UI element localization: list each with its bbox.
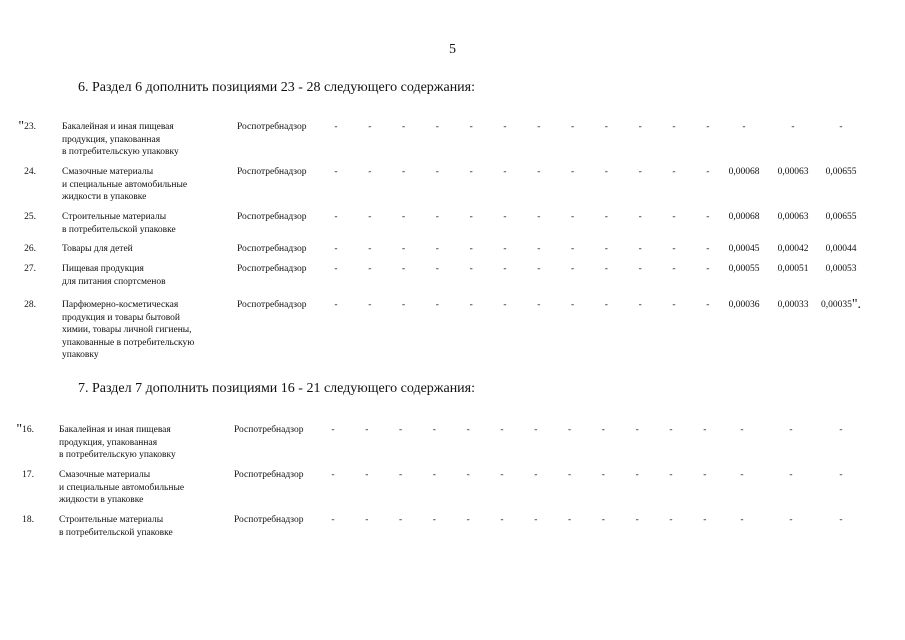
agency-name: Роспотребнадзор — [237, 122, 307, 132]
empty-cell-dash: - — [706, 264, 710, 274]
value-cell — [766, 469, 816, 482]
agency-name: Роспотребнадзор — [237, 300, 307, 310]
empty-cell-dash: - — [432, 515, 436, 525]
empty-cell-dash: - — [604, 264, 608, 274]
product-name-line: Строительные материалы — [59, 515, 164, 525]
value-text: 0,00068 — [728, 167, 760, 177]
product-name-line: в потребительской упаковке — [59, 527, 173, 538]
product-name-line: продукция и товары бытовой — [62, 312, 180, 323]
agency-name: Роспотребнадзор — [234, 425, 304, 435]
empty-cell-dash: - — [334, 212, 338, 222]
row-number — [12, 469, 34, 482]
empty-cell-dash: - — [402, 212, 406, 222]
row-number-text: 24. — [24, 167, 36, 177]
product-name-line: Товары для детей — [62, 244, 133, 254]
product-name-line: в потребительскую упаковку — [59, 450, 176, 461]
empty-cell-dash: - — [435, 122, 439, 132]
empty-cell-dash: - — [537, 264, 541, 274]
value-cell — [768, 166, 818, 179]
product-name-line: для питания спортсменов — [62, 276, 166, 287]
empty-cell-dash: - — [571, 264, 575, 274]
row-number — [14, 243, 36, 256]
value-text: - — [740, 470, 744, 480]
row-number — [14, 263, 36, 276]
empty-cell-dash: - — [503, 167, 507, 177]
value-text: 0,00033 — [777, 300, 809, 310]
agency-name: Роспотребнадзор — [237, 167, 307, 177]
agency-name: Роспотребнадзор — [237, 244, 307, 254]
empty-cell-dash: - — [503, 300, 507, 310]
value-cell — [719, 121, 769, 134]
empty-cell-dash: - — [402, 300, 406, 310]
empty-cell-dash: - — [706, 300, 710, 310]
value-cell — [719, 299, 769, 312]
empty-cell-dash: - — [435, 300, 439, 310]
empty-cell-dash: - — [534, 425, 538, 435]
value-text: - — [740, 515, 744, 525]
row-number-text: 17. — [22, 470, 34, 480]
row-number — [14, 166, 36, 179]
empty-cell-dash: - — [435, 167, 439, 177]
empty-cell-dash: - — [334, 167, 338, 177]
empty-cell-dash: - — [365, 515, 369, 525]
value-text: 0,00053 — [825, 264, 857, 274]
empty-cell-dash: - — [334, 122, 338, 132]
agency-name: Роспотребнадзор — [234, 470, 304, 480]
empty-cell-dash: - — [399, 515, 403, 525]
opening-quote: " — [18, 119, 25, 134]
empty-cell-dash: - — [604, 244, 608, 254]
row-number — [14, 121, 36, 134]
value-cell — [816, 514, 866, 527]
row-number-text: 28. — [24, 300, 36, 310]
empty-cell-dash: - — [503, 212, 507, 222]
product-name-line: Бакалейная и иная пищевая — [59, 425, 171, 435]
product-name-line: жидкости в упаковке — [59, 495, 144, 506]
empty-cell-dash: - — [571, 122, 575, 132]
empty-cell-dash: - — [466, 515, 470, 525]
value-text: - — [839, 515, 843, 525]
empty-cell-dash: - — [331, 515, 335, 525]
empty-cell-dash: - — [537, 244, 541, 254]
product-name-line: жидкости в упаковке — [62, 192, 147, 203]
empty-cell-dash: - — [635, 425, 639, 435]
empty-cell-dash: - — [706, 167, 710, 177]
product-name-line: Строительные материалы — [62, 212, 167, 222]
empty-cell-dash: - — [669, 515, 673, 525]
empty-cell-dash: - — [706, 244, 710, 254]
empty-cell-dash: - — [466, 425, 470, 435]
agency-name: Роспотребнадзор — [237, 264, 307, 274]
empty-cell-dash: - — [672, 167, 676, 177]
empty-cell-dash: - — [703, 515, 707, 525]
empty-cell-dash: - — [435, 244, 439, 254]
product-name-line: и специальные автомобильные — [62, 179, 188, 190]
empty-cell-dash: - — [368, 122, 372, 132]
empty-cell-dash: - — [571, 300, 575, 310]
empty-cell-dash: - — [469, 300, 473, 310]
row-number — [12, 514, 34, 527]
row-number — [12, 424, 34, 437]
empty-cell-dash: - — [368, 167, 372, 177]
row-number-text: 16. — [22, 425, 34, 435]
value-text: 0,00042 — [777, 244, 809, 254]
empty-cell-dash: - — [638, 300, 642, 310]
empty-cell-dash: - — [638, 244, 642, 254]
value-cell — [816, 121, 866, 134]
closing-quote: ". — [851, 297, 862, 312]
empty-cell-dash: - — [703, 470, 707, 480]
empty-cell-dash: - — [503, 264, 507, 274]
value-text: 0,00063 — [777, 212, 809, 222]
empty-cell-dash: - — [432, 425, 436, 435]
row-number-text: 23. — [24, 122, 36, 132]
row-number-text: 25. — [24, 212, 36, 222]
empty-cell-dash: - — [469, 264, 473, 274]
empty-cell-dash: - — [399, 470, 403, 480]
value-text: 0,00655 — [825, 212, 857, 222]
empty-cell-dash: - — [537, 122, 541, 132]
value-cell — [816, 166, 866, 179]
opening-quote: " — [16, 422, 23, 437]
product-name-line: в потребительской упаковке — [62, 224, 176, 235]
empty-cell-dash: - — [672, 264, 676, 274]
empty-cell-dash: - — [568, 425, 572, 435]
value-cell — [719, 211, 769, 224]
empty-cell-dash: - — [469, 167, 473, 177]
empty-cell-dash: - — [334, 264, 338, 274]
empty-cell-dash: - — [537, 300, 541, 310]
product-name-line: Пищевая продукция — [62, 264, 144, 274]
empty-cell-dash: - — [604, 167, 608, 177]
empty-cell-dash: - — [638, 264, 642, 274]
value-text: 0,00036 — [728, 300, 760, 310]
value-text: - — [839, 122, 843, 132]
product-name-line: упакованные в потребительскую — [62, 337, 195, 348]
product-name-line: Парфюмерно-косметическая — [62, 300, 179, 310]
value-cell — [768, 299, 818, 312]
value-cell — [816, 469, 866, 482]
value-text: - — [740, 425, 744, 435]
value-text: - — [789, 470, 793, 480]
empty-cell-dash: - — [365, 470, 369, 480]
agency-name: Роспотребнадзор — [234, 515, 304, 525]
product-name — [62, 121, 237, 159]
product-name — [59, 424, 234, 462]
empty-cell-dash: - — [435, 264, 439, 274]
empty-cell-dash: - — [604, 300, 608, 310]
empty-cell-dash: - — [669, 470, 673, 480]
value-text: 0,00655 — [825, 167, 857, 177]
value-cell — [766, 514, 816, 527]
empty-cell-dash: - — [537, 212, 541, 222]
value-text: 0,00045 — [728, 244, 760, 254]
row-number — [14, 299, 36, 312]
section-heading: 6. Раздел 6 дополнить позициями 23 - 28 следующего содержания: — [78, 80, 476, 95]
empty-cell-dash: - — [399, 425, 403, 435]
empty-cell-dash: - — [571, 244, 575, 254]
product-name-line: химии, товары личной гигиены, — [62, 325, 192, 336]
empty-cell-dash: - — [500, 515, 504, 525]
empty-cell-dash: - — [402, 122, 406, 132]
value-cell — [717, 469, 767, 482]
empty-cell-dash: - — [672, 244, 676, 254]
row-number — [14, 211, 36, 224]
value-cell — [719, 243, 769, 256]
empty-cell-dash: - — [469, 212, 473, 222]
empty-cell-dash: - — [672, 212, 676, 222]
empty-cell-dash: - — [469, 244, 473, 254]
empty-cell-dash: - — [503, 244, 507, 254]
product-name-line: Смазочные материалы — [62, 167, 154, 177]
empty-cell-dash: - — [638, 122, 642, 132]
empty-cell-dash: - — [432, 470, 436, 480]
empty-cell-dash: - — [638, 167, 642, 177]
value-text: - — [839, 425, 843, 435]
value-cell — [717, 514, 767, 527]
value-cell — [768, 121, 818, 134]
value-text: - — [789, 425, 793, 435]
product-name-line: Бакалейная и иная пищевая — [62, 122, 174, 132]
value-cell — [717, 424, 767, 437]
value-cell — [816, 211, 866, 224]
empty-cell-dash: - — [706, 212, 710, 222]
empty-cell-dash: - — [635, 515, 639, 525]
product-name — [59, 469, 234, 507]
empty-cell-dash: - — [402, 244, 406, 254]
empty-cell-dash: - — [669, 425, 673, 435]
value-cell — [719, 166, 769, 179]
empty-cell-dash: - — [601, 515, 605, 525]
value-cell — [768, 263, 818, 276]
product-name — [62, 211, 237, 236]
empty-cell-dash: - — [402, 167, 406, 177]
value-cell — [719, 263, 769, 276]
empty-cell-dash: - — [568, 470, 572, 480]
empty-cell-dash: - — [571, 167, 575, 177]
value-text: 0,00055 — [728, 264, 760, 274]
product-name-line: продукция, упакованная — [59, 437, 158, 448]
value-text: - — [742, 122, 746, 132]
product-name — [62, 243, 237, 256]
empty-cell-dash: - — [365, 425, 369, 435]
empty-cell-dash: - — [334, 244, 338, 254]
product-name — [62, 166, 237, 204]
empty-cell-dash: - — [334, 300, 338, 310]
empty-cell-dash: - — [672, 300, 676, 310]
empty-cell-dash: - — [500, 425, 504, 435]
empty-cell-dash: - — [368, 244, 372, 254]
value-text: 0,00044 — [825, 244, 857, 254]
value-text: 0,00035 — [820, 300, 852, 310]
empty-cell-dash: - — [601, 470, 605, 480]
product-name-line: в потребительскую упаковку — [62, 147, 179, 158]
product-name-line: и специальные автомобильные — [59, 482, 185, 493]
row-number-text: 18. — [22, 515, 34, 525]
value-text: 0,00051 — [777, 264, 809, 274]
empty-cell-dash: - — [500, 470, 504, 480]
empty-cell-dash: - — [638, 212, 642, 222]
empty-cell-dash: - — [571, 212, 575, 222]
empty-cell-dash: - — [706, 122, 710, 132]
row-number-text: 26. — [24, 244, 36, 254]
value-text: - — [791, 122, 795, 132]
value-cell — [768, 211, 818, 224]
empty-cell-dash: - — [601, 425, 605, 435]
product-name-line: продукция, упакованная — [62, 134, 161, 145]
empty-cell-dash: - — [466, 470, 470, 480]
agency-name: Роспотребнадзор — [237, 212, 307, 222]
page-number: 5 — [449, 42, 456, 57]
empty-cell-dash: - — [331, 425, 335, 435]
empty-cell-dash: - — [568, 515, 572, 525]
empty-cell-dash: - — [635, 470, 639, 480]
value-cell — [766, 424, 816, 437]
value-text: - — [789, 515, 793, 525]
empty-cell-dash: - — [368, 212, 372, 222]
product-name — [62, 263, 237, 288]
empty-cell-dash: - — [534, 515, 538, 525]
empty-cell-dash: - — [402, 264, 406, 274]
empty-cell-dash: - — [368, 264, 372, 274]
section-heading: 7. Раздел 7 дополнить позициями 16 - 21 следующего содержания: — [78, 381, 476, 396]
value-cell — [816, 299, 866, 312]
value-text: - — [839, 470, 843, 480]
product-name-line: упаковку — [62, 350, 99, 361]
value-text: 0,00068 — [728, 212, 760, 222]
row-number-text: 27. — [24, 264, 36, 274]
empty-cell-dash: - — [435, 212, 439, 222]
value-text: 0,00063 — [777, 167, 809, 177]
value-cell — [768, 243, 818, 256]
value-cell — [816, 263, 866, 276]
product-name — [59, 514, 234, 539]
empty-cell-dash: - — [672, 122, 676, 132]
value-cell — [816, 424, 866, 437]
value-cell — [816, 243, 866, 256]
product-name — [62, 299, 237, 362]
empty-cell-dash: - — [469, 122, 473, 132]
empty-cell-dash: - — [331, 470, 335, 480]
empty-cell-dash: - — [537, 167, 541, 177]
empty-cell-dash: - — [703, 425, 707, 435]
empty-cell-dash: - — [604, 122, 608, 132]
empty-cell-dash: - — [534, 470, 538, 480]
empty-cell-dash: - — [368, 300, 372, 310]
empty-cell-dash: - — [503, 122, 507, 132]
product-name-line: Смазочные материалы — [59, 470, 151, 480]
empty-cell-dash: - — [604, 212, 608, 222]
